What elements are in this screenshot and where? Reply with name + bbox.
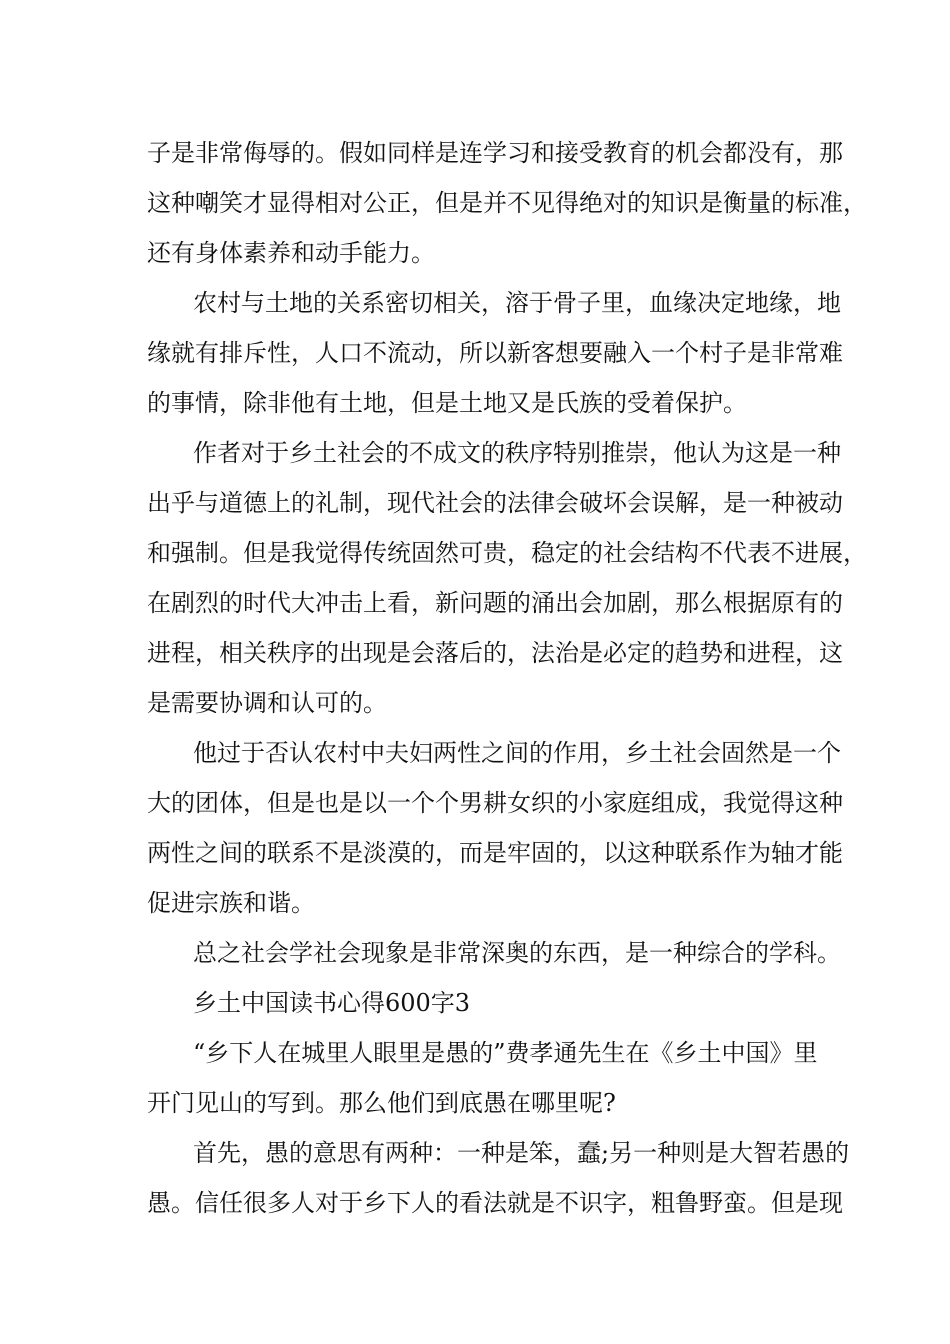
text-line: 愚。信任很多人对于乡下人的看法就是不识字，粗鲁野蛮。但是现 [147,1189,843,1217]
text-line: 开门见山的写到。那么他们到底愚在哪里呢? [147,1089,616,1117]
text-line: 进程，相关秩序的出现是会落后的，法治是必定的趋势和进程，这 [147,639,843,667]
text-line: 的事情，除非他有土地，但是土地又是氏族的受着保护。 [147,389,747,417]
text-line: 促进宗族和谐。 [147,889,315,917]
text-line: 还有身体素养和动手能力。 [147,239,435,267]
text-line: 在剧烈的时代大冲击上看，新问题的涌出会加剧，那么根据原有的 [147,589,843,617]
text-line: 和强制。但是我觉得传统固然可贵，稳定的社会结构不代表不进展， [147,539,867,567]
text-line: 出乎与道德上的礼制，现代社会的法律会破坏会误解，是一种被动 [147,489,843,517]
section-heading: 乡土中国读书心得600字3 [193,989,471,1017]
paragraph-first-line: 他过于否认农村中夫妇两性之间的作用，乡土社会固然是一个 [193,739,841,767]
paragraph-first-line: 农村与土地的关系密切相关，溶于骨子里，血缘决定地缘，地 [193,289,841,317]
text-line: 子是非常侮辱的。假如同样是连学习和接受教育的机会都没有，那 [147,139,843,167]
paragraph-first-line: “乡下人在城里人眼里是愚的”费孝通先生在《乡土中国》里 [193,1039,818,1067]
text-line: 这种嘲笑才显得相对公正，但是并不见得绝对的知识是衡量的标准， [147,189,867,217]
text-line: 是需要协调和认可的。 [147,689,387,717]
paragraph-first-line: 首先，愚的意思有两种：一种是笨，蠢;另一种则是大智若愚的 [193,1139,850,1167]
paragraph-first-line: 作者对于乡土社会的不成文的秩序特别推崇，他认为这是一种 [193,439,841,467]
text-line: 大的团体，但是也是以一个个男耕女织的小家庭组成，我觉得这种 [147,789,843,817]
text-line: 缘就有排斥性，人口不流动，所以新客想要融入一个村子是非常难 [147,339,843,367]
text-line: 两性之间的联系不是淡漠的，而是牢固的，以这种联系作为轴才能 [147,839,843,867]
paragraph-first-line: 总之社会学社会现象是非常深奥的东西，是一种综合的学科。 [193,939,841,967]
